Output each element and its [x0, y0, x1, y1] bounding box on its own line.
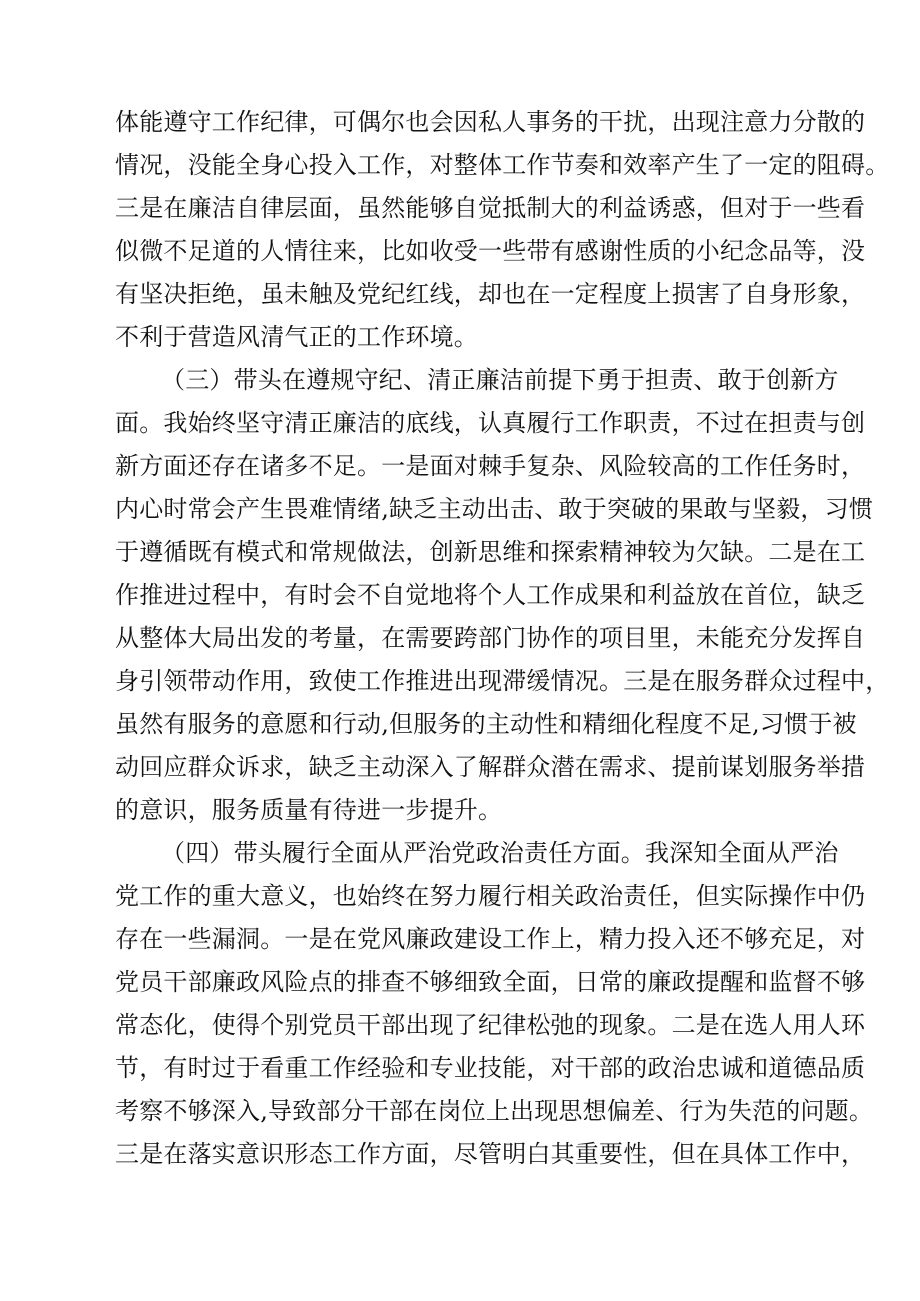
section-heading-4-line-1: （四）带头履行全面从严治党政治责任方面。我深知全面从严治 [161, 839, 839, 867]
text-line-8: 面。我始终坚守清正廉洁的底线，认真履行工作职责，不过在担责与创 [115, 409, 866, 437]
text-line-9: 新方面还存在诸多不足。一是面对棘手复杂、风险较高的工作任务时， [115, 452, 866, 480]
text-line-11: 于遵循既有模式和常规做法，创新思维和探索精神较为欠缺。二是在工 [115, 538, 866, 566]
text-line-24: 考察不够深入,导致部分干部在岗位上出现思想偏差、行为失范的问题。 [115, 1097, 874, 1125]
text-line-20: 存在一些漏洞。一是在党风廉政建设工作上，精力投入还不够充足，对 [115, 925, 866, 953]
text-line-6: 不利于营造风清气正的工作环境。 [115, 323, 478, 351]
text-line-12: 作推进过程中，有时会不自觉地将个人工作成果和利益放在首位，缺乏 [115, 581, 866, 609]
text-line-10: 内心时常会产生畏难情绪,缺乏主动出击、敢于突破的果敢与坚毅，习惯 [115, 495, 874, 523]
text-line-3: 三是在廉洁自律层面，虽然能够自觉抵制大的利益诱惑，但对于一些看 [115, 194, 866, 222]
text-line-19: 党工作的重大意义，也始终在努力履行相关政治责任，但实际操作中仍 [115, 882, 866, 910]
text-line-4: 似微不足道的人情往来，比如收受一些带有感谢性质的小纪念品等，没 [115, 237, 866, 265]
text-line-17: 的意识，服务质量有待进一步提升。 [115, 796, 503, 824]
text-line-5: 有坚决拒绝，虽未触及党纪红线，却也在一定程度上损害了自身形象， [115, 280, 866, 308]
text-line-14: 身引领带动作用，致使工作推进出现滞缓情况。三是在服务群众过程中， [115, 667, 890, 695]
text-line-13: 从整体大局出发的考量，在需要跨部门协作的项目里，未能充分发挥自 [115, 624, 866, 652]
section-heading-3-line-1: （三）带头在遵规守纪、清正廉洁前提下勇于担责、敢于创新方 [161, 366, 839, 394]
text-line-15: 虽然有服务的意愿和行动,但服务的主动性和精细化程度不足,习惯于被 [115, 710, 857, 738]
text-line-25: 三是在落实意识形态工作方面，尽管明白其重要性，但在具体工作中， [115, 1140, 866, 1168]
text-line-16: 动回应群众诉求，缺乏主动深入了解群众潜在需求、提前谋划服务举措 [115, 753, 866, 781]
text-line-23: 节，有时过于看重工作经验和专业技能，对干部的政治忠诚和道德品质 [115, 1054, 866, 1082]
text-line-21: 党员干部廉政风险点的排查不够细致全面，日常的廉政提醒和监督不够 [115, 968, 866, 996]
document-body [115, 101, 890, 1176]
text-line-1: 体能遵守工作纪律，可偶尔也会因私人事务的干扰，出现注意力分散的 [115, 108, 866, 136]
text-line-22: 常态化，使得个别党员干部出现了纪律松弛的现象。二是在选人用人环 [115, 1011, 866, 1039]
text-line-2: 情况，没能全身心投入工作，对整体工作节奏和效率产生了一定的阻碍。 [115, 151, 890, 179]
